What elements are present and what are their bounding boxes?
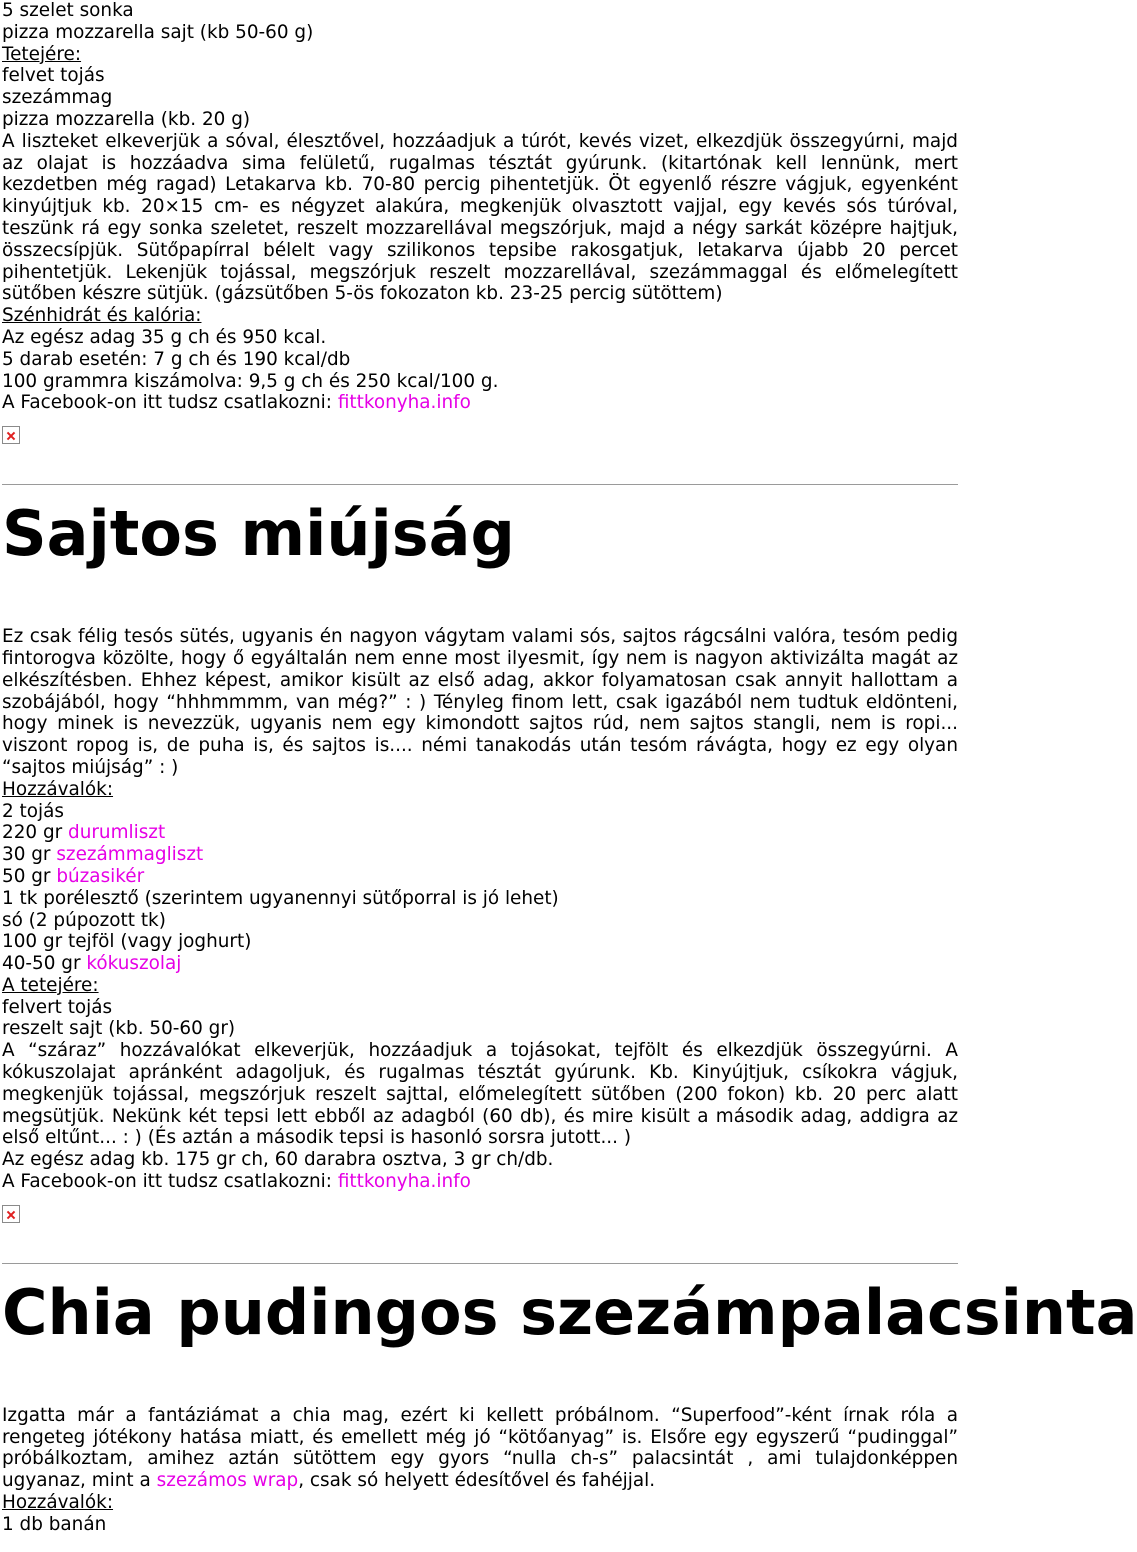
ingredient-line [2,888,958,910]
ingredient-line [2,866,958,888]
ingredient-text: 1 tk porélesztő (szerintem ugyanennyi sütőporral is jó lehet) [2,887,559,909]
ingredient-line [2,953,958,975]
ingredient-text: 2 tojás [2,800,64,822]
broken-image-icon [2,1205,20,1223]
ingredient-line [2,931,958,953]
ingredient-link[interactable]: szezámmagliszt [56,844,204,866]
topping-heading: A tetejére: [2,974,99,996]
topping-line: szezámmag [2,87,113,109]
ingredient-line: pizza mozzarella sajt (kb 50-60 g) [2,21,314,43]
post-title[interactable]: Sajtos miújság [2,497,515,571]
ingredient-text: 100 gr tejföl (vagy joghurt) [2,931,252,953]
intro-text-end: , csak só helyett édesítővel és fahéjjal. [298,1470,656,1492]
summary-line: Az egész adag kb. 175 gr ch, 60 darabra osztva, 3 gr ch/db. [2,1149,554,1171]
image-row [2,414,958,452]
topping-line: felvet tojás [2,65,105,87]
facebook-text: A Facebook-on itt tudsz csatlakozni: [2,1171,338,1193]
ingredient-link[interactable]: búzasikér [56,865,145,887]
recipe-link[interactable]: szezámos wrap [156,1470,299,1492]
ingredient-text: só (2 púpozott tk) [2,909,166,931]
post-title[interactable]: Chia pudingos szezámpalacsinta [2,1275,1137,1349]
ingredients-heading: Hozzávalók: [2,778,114,800]
topping-heading: Tetejére: [2,43,82,65]
ingredient-line [2,844,958,866]
ingredient-line [2,822,958,844]
ingredient-text: 40-50 gr [2,953,87,975]
ingredient-link[interactable]: kókuszolaj [86,953,182,975]
ingredient-text: 30 gr [2,844,57,866]
ingredients-list [2,801,958,975]
facebook-link[interactable]: fittkonyha.info [337,392,471,414]
ingredient-link[interactable]: durumliszt [68,822,166,844]
nutrition-heading: Szénhidrát és kalória: [2,305,202,327]
facebook-text: A Facebook-on itt tudsz csatlakozni: [2,392,338,414]
ingredient-text: 220 gr [2,822,69,844]
facebook-link[interactable]: fittkonyha.info [337,1171,471,1193]
facebook-line [2,1171,958,1193]
intro-paragraph: Ez csak félig tesós sütés, ugyanis én nagyon vágytam valami sós, sajtos rágcsálni valóra, tesóm pedig fintorogva közölte, hogy ő egyáltalán nem enne most ilyesmit, így nem is nagyon aktivizálta magát az elkészítésben. Ehhez képest, amikor kisült az első adag, akkor folyamatosan csak annyit hallottam a szobájából, hogy “hhhmmmm, van még?” : ) Tényleg finom lett, csak igazából nem tudtuk eldönteni, hogy minek is nevezzük, ugyanis nem egy kimondott sajtos rúd, nem sajtos stangli, nem is ropi... viszont ropog is, de puha is, és sajtos is.... némi tanakodás után tesóm rávágta, hogy ez egy olyan “sajtos miújság” : ) [2,626,958,778]
ingredient-line [2,801,958,823]
ingredients-heading: Hozzávalók: [2,1492,114,1514]
method-paragraph: A “száraz” hozzávalókat elkeverjük, hozzáadjuk a tojásokat, tejfölt és elkezdjük összegyúrni. A kókuszolajat apránként adagoljuk, és rugalmas tésztát gyúrunk. Kb. Kinyújtjuk, csíkokra vágjuk, megkenjük tojással, megszórjuk reszelt sajttal, előmelegített sütőben (200 fokon) kb. 20 perc alatt megsütjük. Nekünk két tepsi lett ebből az adagból (60 db), és mire kisült a második adag, addigra az első eltűnt... : ) (És aztán a második tepsi is hasonló sorsra jutott... ) [2,1040,958,1149]
section-3 [2,1275,1137,1536]
nutrition-line: 100 grammra kiszámolva: 9,5 g ch és 250 kcal/100 g. [2,370,499,392]
topping-line: reszelt sajt (kb. 50-60 gr) [2,1018,236,1040]
method-paragraph: A liszteket elkeverjük a sóval, élesztővel, hozzáadjuk a túrót, kevés vizet, elkezdjük összegyúrni, majd az olajat is hozzáadva sima felületű, rugalmas tésztát gyúrunk. (kitartónak kell lennünk, mert kezdetben még ragad) Letakarva kb. 70-80 percig pihentetjük. Öt egyenlő részre vágjuk, egyenként kinyújtjuk kb. 20×15 cm- es négyzet alakúra, megkenjük olvasztott vajjal, egy kevés sós túróval, teszünk rá egy sonka szeletet, reszelt mozzarellával megszórjuk, majd a négy sarkát középre hajtjuk, összecsípjük. Sütőpapírral bélelt vagy szilikonos tepsibe rakosgatjuk, letakarva újabb 20 percet pihentetjük. Lekenjük tojással, megszórjuk reszelt mozzarellával, szezámmaggal és előmelegített sütőben készre sütjük. (gázsütőben 5-ös fokozaton kb. 23-25 percig sütöttem) [2,130,958,305]
ingredient-line: 1 db banán [2,1513,107,1535]
section-2 [2,499,958,1231]
topping-line: felvert tojás [2,996,113,1018]
broken-image-icon [2,426,20,444]
intro-text: Izgatta már a fantáziámat a chia mag, ezért ki kellett próbálnom. “Superfood”-ként írnak róla a rengeteg jótékony hatása miatt, és emellett még jó “kötőanyag” is. Elsőre egy egyszerű “pudinggal” próbálkoztam, amihez aztán sütöttem egy gyors “nulla ch-s” palacsintát , ami tulajdonképpen ugyanaz, mint a [2,1404,958,1492]
topping-line: pizza mozzarella (kb. 20 g) [2,108,251,130]
image-row [2,1193,958,1231]
ingredient-text: 50 gr [2,865,57,887]
ingredient-line: 5 szelet sonka [2,0,134,21]
nutrition-line: 5 darab esetén: 7 g ch és 190 kcal/db [2,348,351,370]
intro-paragraph [2,1405,958,1492]
nutrition-line: Az egész adag 35 g ch és 950 kcal. [2,326,327,348]
ingredient-line [2,910,958,932]
section-1 [2,0,958,452]
facebook-line [2,392,958,414]
